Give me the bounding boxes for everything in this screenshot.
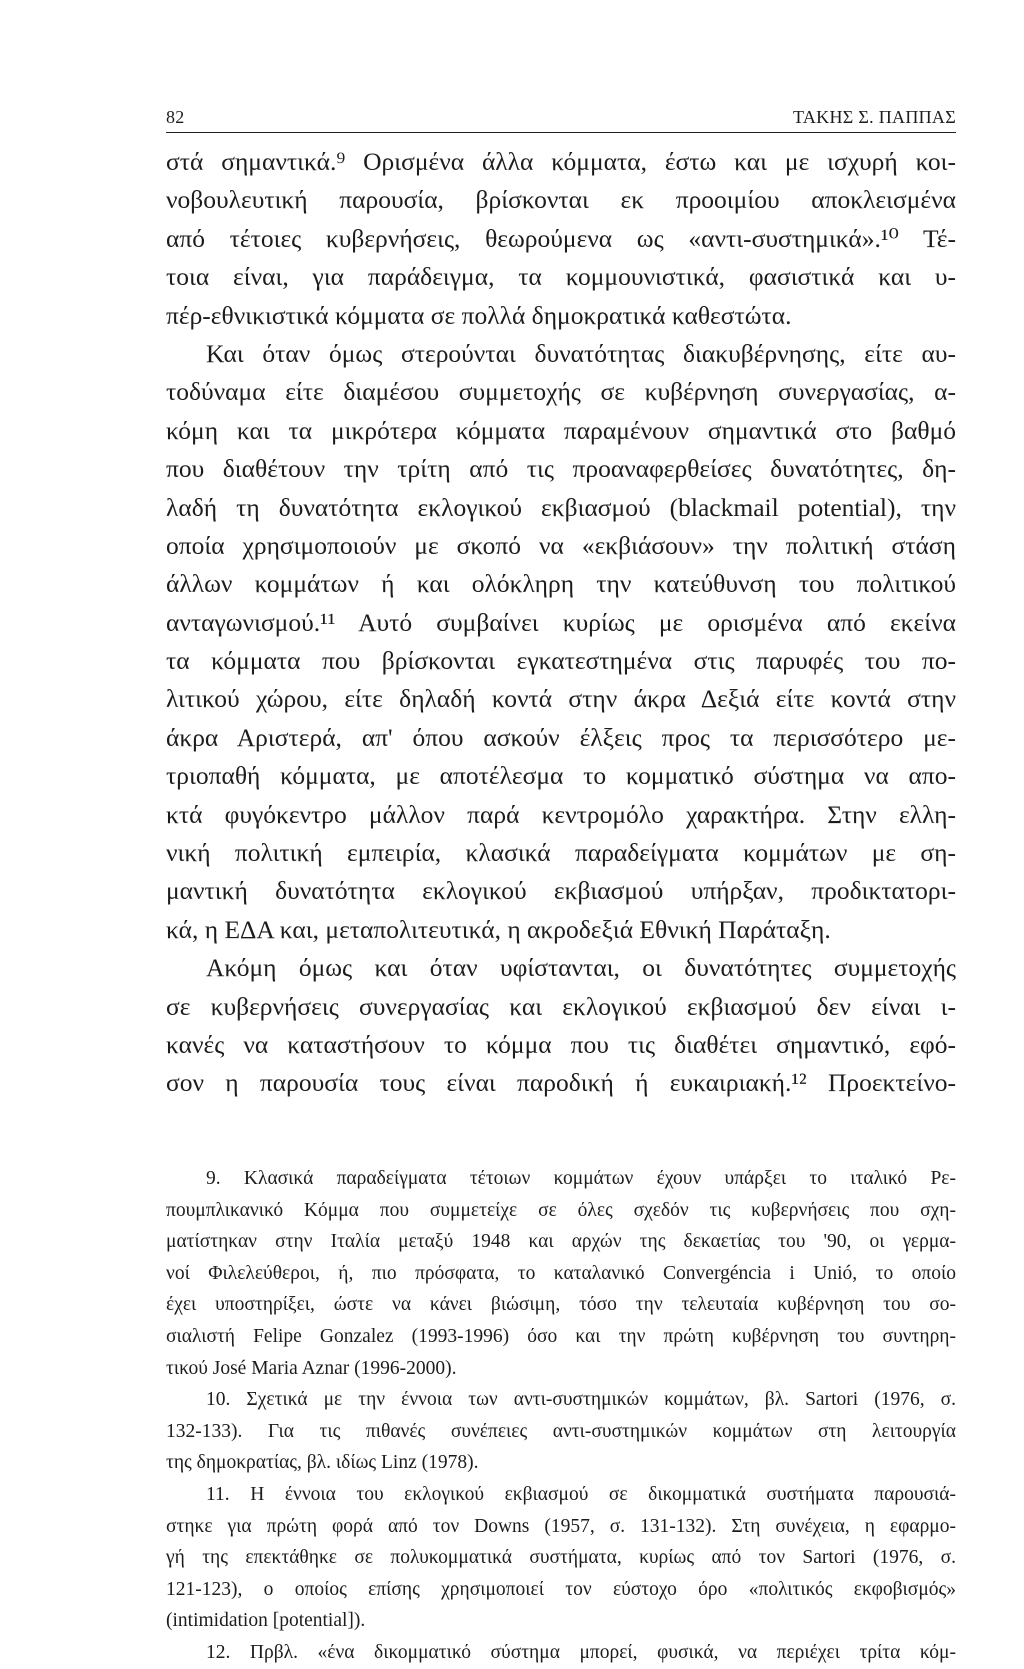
footnote-line: στηκε για πρώτη φορά από τον Downs (1957, σ. 131-132). Στη συνέχεια, η εφαρμο-: [166, 1515, 956, 1537]
body-line: πέρ-εθνικιστικά κόμματα σε πολλά δημοκρατικά καθεστώτα.: [166, 300, 792, 330]
body-line: τοδύναμα είτε διαμέσου συμμετοχής σε κυβέρνηση συνεργασίας, α-: [166, 377, 956, 407]
footnote-line: 11. Η έννοια του εκλογικού εκβιασμού σε δικομματικά συστήματα παρουσιά-: [206, 1483, 956, 1505]
footnote-line: 12. Πρβλ. «ένα δικομματικό σύστημα μπορεί, φυσικά, να περιέχει τρίτα κόμ-: [206, 1641, 956, 1663]
body-line: λαδή τη δυνατότητα εκλογικού εκβιασμού (blackmail potential), την: [166, 492, 957, 522]
body-line: οποία χρησιμοποιούν με σκοπό να «εκβιάσουν» την πολιτική στάση: [166, 530, 956, 560]
body-line: Ακόμη όμως και όταν υφίστανται, οι δυνατότητες συμμετοχής: [206, 953, 956, 983]
body-line: τριοπαθή κόμματα, με αποτέλεσμα το κομματικό σύστημα να απο-: [166, 761, 956, 791]
footnote-line: έχει υποστηρίξει, ώστε να κάνει βιώσιμη, τόσο την τελευταία κυβέρνηση του σο-: [166, 1294, 956, 1316]
body-text: [166, 143, 956, 1103]
body-line: κά, η ΕΔΑ και, μεταπολιτευτικά, η ακροδεξιά Εθνική Παράταξη.: [166, 914, 831, 944]
body-line: σον η παρουσία τους είναι παροδική ή ευκαιριακή.¹² Προεκτείνο-: [166, 1068, 956, 1098]
footnote-line: (intimidation [potential]).: [166, 1610, 366, 1632]
footnote-line: 121-123), ο οποίος επίσης χρησιμοποιεί τον εύστοχο όρο «πολιτικός εκφοβισμός»: [166, 1578, 956, 1600]
body-line: κτά φυγόκεντρο μάλλον παρά κεντρομόλο χαρακτήρα. Στην ελλη-: [166, 799, 956, 829]
body-line: νοβουλευτική παρουσία, βρίσκονται εκ προοιμίου αποκλεισμένα: [166, 185, 956, 215]
footnote-line: τικού José Maria Aznar (1996-2000).: [166, 1357, 457, 1379]
body-line: από τέτοιες κυβερνήσεις, θεωρούμενα ως «αντι-συστημικά».¹⁰ Τέ-: [166, 223, 956, 253]
body-line: μαντική δυνατότητα εκλογικού εκβιασμού υπήρξαν, προδικτατορι-: [166, 876, 956, 906]
header-rule: [166, 132, 956, 133]
running-header-author: ΤΑΚΗΣ Σ. ΠΑΠΠΑΣ: [793, 107, 956, 127]
footnote-line: σιαλιστή Felipe Gonzalez (1993-1996) όσο και την πρώτη κυβέρνηση του συντηρη-: [166, 1325, 956, 1347]
body-line: στά σημαντικά.⁹ Ορισμένα άλλα κόμματα, έστω και με ισχυρή κοι-: [166, 147, 956, 176]
body-line: άλλων κομμάτων ή και ολόκληρη την κατεύθυνση του πολιτικού: [166, 569, 956, 599]
body-line: κόμη και τα μικρότερα κόμματα παραμένουν σημαντικά στο βαθμό: [166, 415, 956, 445]
page-number: 82: [166, 107, 185, 127]
footnote-line: ματίστηκαν στην Ιταλία μεταξύ 1948 και αρχών της δεκαετίας του '90, οι γερμα-: [166, 1231, 956, 1253]
body-line: που διαθέτουν την τρίτη από τις προαναφερθείσες δυνατότητες, δη-: [166, 454, 956, 484]
footnote-line: νοί Φιλελεύθεροι, ή, πιο πρόσφατα, το καταλανικό Convergéncia i Unió, το οποίο: [166, 1262, 956, 1284]
body-line: άκρα Αριστερά, απ' όπου ασκούν έλξεις προς τα περισσότερο με-: [166, 722, 956, 752]
footnote-line: γή της επεκτάθηκε σε πολυκομματικά συστήματα, κυρίως από τον Sartori (1976, σ.: [166, 1547, 956, 1569]
body-line: τα κόμματα που βρίσκονται εγκατεστημένα στις παρυφές του πο-: [166, 646, 956, 676]
footnote-line: 10. Σχετικά με την έννοια των αντι-συστημικών κομμάτων, βλ. Sartori (1976, σ.: [206, 1389, 956, 1411]
footnote-line: πουμπλικανικό Κόμμα που συμμετείχε σε όλες σχεδόν τις κυβερνήσεις που σχη-: [166, 1199, 956, 1221]
body-line: Και όταν όμως στερούνται δυνατότητας διακυβέρνησης, είτε αυ-: [206, 338, 956, 368]
running-header: [166, 104, 956, 130]
footnotes: [166, 1163, 956, 1669]
body-line: τοια είναι, για παράδειγμα, τα κομμουνιστικά, φασιστικά και υ-: [166, 262, 956, 292]
footnote-line: της δημοκρατίας, βλ. ιδίως Linz (1978).: [166, 1452, 479, 1474]
body-line: κανές να καταστήσουν το κόμμα που τις διαθέτει σημαντικό, εφό-: [166, 1029, 956, 1059]
footnote-line: 132-133). Για τις πιθανές συνέπειες αντι-συστημικών κομμάτων στη λειτουργία: [166, 1420, 956, 1442]
body-line: σε κυβερνήσεις συνεργασίας και εκλογικού εκβιασμού δεν είναι ι-: [166, 991, 956, 1021]
footnote-line: 9. Κλασικά παραδείγματα τέτοιων κομμάτων έχουν υπάρξει το ιταλικό Ρε-: [206, 1168, 956, 1189]
body-line: λιτικού χώρου, είτε δηλαδή κοντά στην άκρα Δεξιά είτε κοντά στην: [166, 684, 956, 714]
body-line: νική πολιτική εμπειρία, κλασικά παραδείγματα κομμάτων με ση-: [166, 838, 956, 868]
body-line: ανταγωνισμού.¹¹ Αυτό συμβαίνει κυρίως με ορισμένα από εκείνα: [166, 607, 956, 637]
